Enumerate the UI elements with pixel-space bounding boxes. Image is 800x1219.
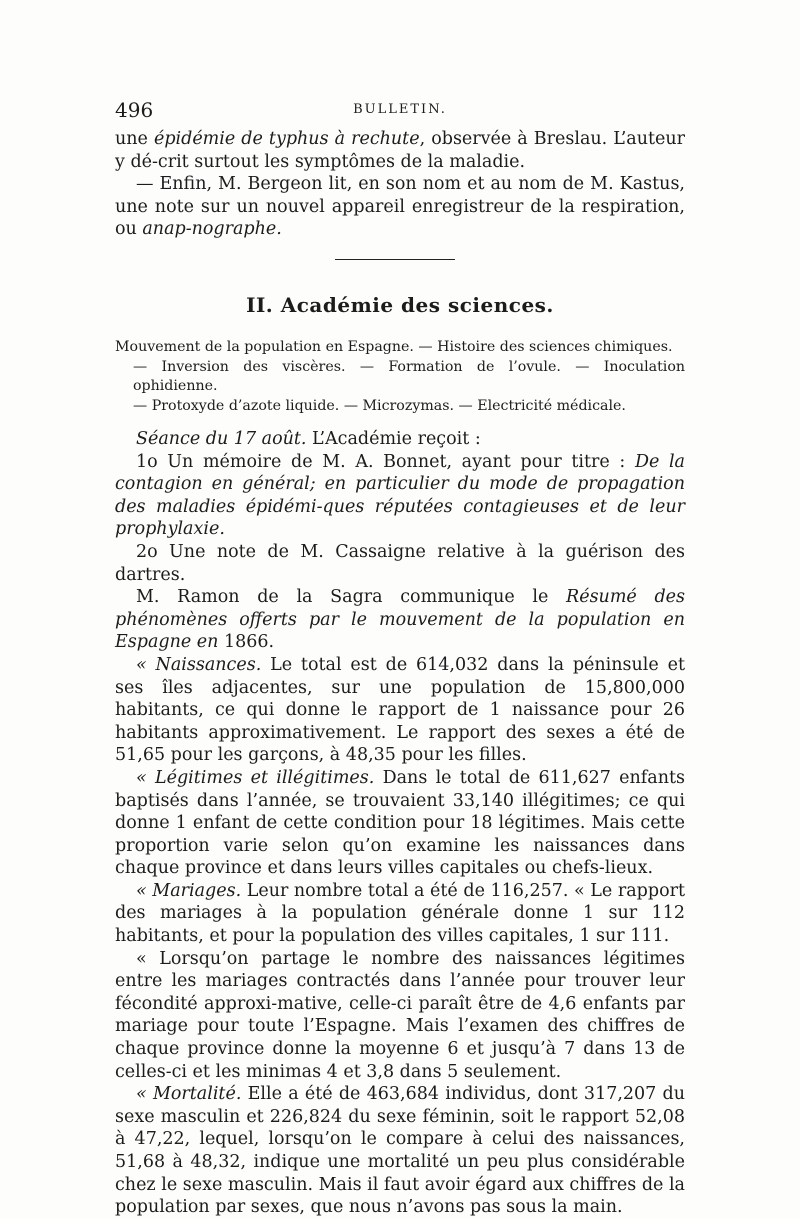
italic-run: Séance du 17 août. <box>136 429 307 449</box>
item-1-paragraph <box>115 451 685 541</box>
text-run: L’Académie reçoit : <box>306 429 481 449</box>
italic-run: « Naissances. <box>136 654 262 675</box>
item-2-paragraph: 2o Une note de M. Cassaigne relative à la guérison des dartres. <box>115 541 685 585</box>
legitimes-paragraph <box>115 767 685 880</box>
italic-run: Résumé des phénomènes offerts par le mouvement de la population en Espagne en <box>115 587 685 653</box>
italic-run: De la contagion en général; en particulier du mode de propagation des maladies épidémi-ques réputées contagieuses et de leur prophylaxie. <box>115 451 685 540</box>
summary-line: Mouvement de la population en Espagne. — Histoire des sciences chimiques. <box>115 339 673 355</box>
text-run: , observée à Breslau. L’auteur y dé-crit surtout les symptômes de la maladie. <box>115 129 686 172</box>
naissances-paragraph <box>115 654 685 767</box>
section-divider <box>335 259 455 260</box>
text-run: une <box>115 129 154 149</box>
italic-run: anap-nographe. <box>142 219 282 240</box>
body-block <box>115 428 685 1219</box>
ramon-paragraph <box>115 586 685 654</box>
italic-run: « Mariages. <box>136 880 242 901</box>
text-run: Dans le total de 611,627 enfants baptisés dans l’année, se trouvaient 33,140 illégitimes; ce qui donne 1 enfant de cette condition pour 18 légitimes. Mais cette proportion varie selon qu’on examine les naissances dans chaque province et dans leurs villes capitales ou chefs-lieux. <box>115 767 685 879</box>
italic-run: épidémie de typhus à rechute <box>153 129 420 149</box>
intro-block <box>115 128 685 241</box>
section-summary <box>115 338 685 416</box>
section-heading: II. Académie des sciences. <box>246 293 554 317</box>
intro-paragraph-2 <box>115 173 685 241</box>
mortalite-paragraph <box>115 1083 685 1219</box>
intro-paragraph-1 <box>115 128 685 173</box>
text-run: Elle a été de 463,684 individus, dont 317,207 du sexe masculin et 226,824 du sexe féminin, soit le rapport 52,08 à 47,22, lequel, lorsqu’on le compare à celui des naissances, 51,68 à 48,32, indique une mortalité un peu plus considérable chez le sexe masculin. Mais il faut avoir égard aux chiffres de la population par sexes, que nous n’avons pas sous la main. <box>115 1084 686 1218</box>
text-run: 1o Un mémoire de M. A. Bonnet, ayant pour titre : <box>136 451 635 472</box>
mariages-paragraph <box>115 880 685 948</box>
text-run: Leur nombre total a été de 116,257. « Le rapport des mariages à la population générale donne 1 sur 112 habitants, et pour la population des villes capitales, 1 sur 111. <box>115 880 685 947</box>
running-head <box>115 98 685 122</box>
seance-line <box>115 428 685 451</box>
page-number: 496 <box>115 98 154 122</box>
italic-run: « Légitimes et illégitimes. <box>136 767 375 788</box>
partage-paragraph: « Lorsqu’on partage le nombre des naissances légitimes entre les mariages contractés dans l’année pour trouver leur fécondité approxi-mative, celle-ci paraît être de 4,6 enfants par mariage pour toute l’Espagne. Mais l’examen des chiffres de chaque province donne la moyenne 6 et jusqu’à 7 dans 13 de celles-ci et les minimas 4 et 3,8 dans 5 seulement. <box>115 948 685 1082</box>
text-run: 1866. <box>218 632 275 653</box>
summary-line: — Inversion des viscères. — Formation de l’ovule. — Inoculation ophidienne. <box>133 358 685 394</box>
running-title: BULLETIN. <box>353 102 447 117</box>
italic-run: « Mortalité. <box>136 1084 242 1105</box>
summary-line: — Protoxyde d’azote liquide. — Microzymas. — Electricité médicale. <box>133 397 626 414</box>
text-run: Le total est de 614,032 dans la péninsule et ses îles adjacentes, sur une population de 15,800,000 habitants, ce qui donne le rapport de 1 naissance pour 26 habitants approximativement. Le rapport des sexes a été de 51,65 pour les garçons, à 48,35 pour les filles. <box>115 654 685 766</box>
text-run: M. Ramon de la Sagra communique le <box>136 587 567 608</box>
text-run: — Enfin, M. Bergeon lit, en son nom et au nom de M. Kastus, une note sur un nouvel appareil enregistreur de la respiration, ou <box>115 174 685 240</box>
